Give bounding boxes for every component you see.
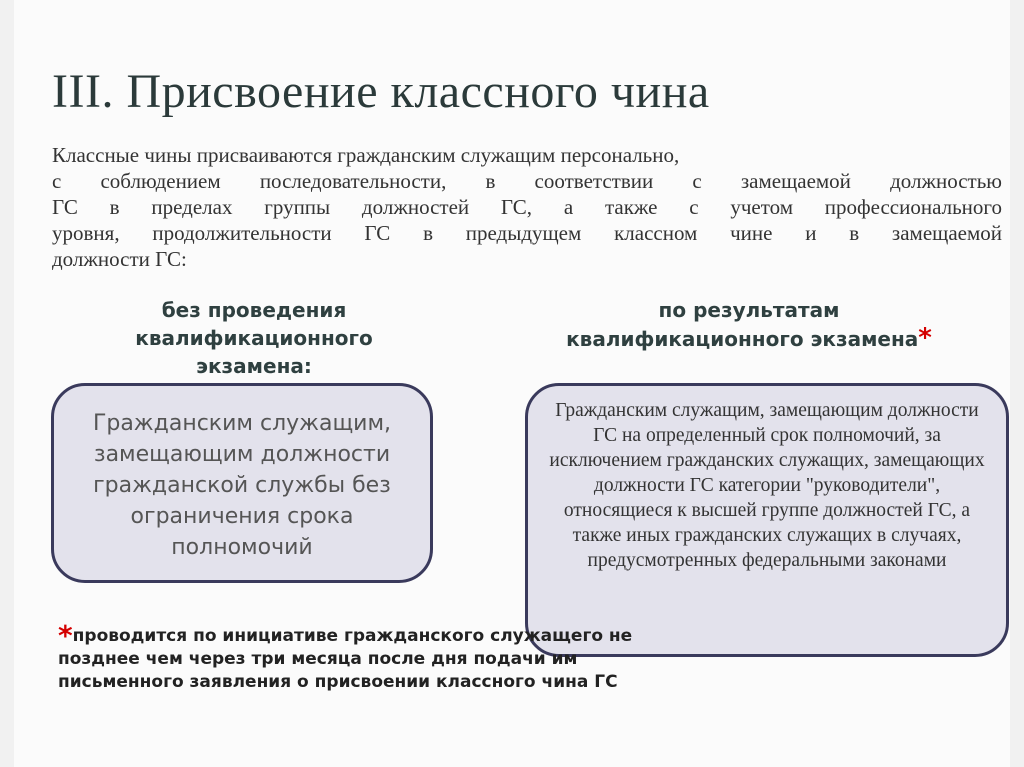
intro-line: Классные чины присваиваются гражданским служащим персонально,	[52, 143, 680, 167]
intro-line: должности ГС:	[52, 247, 187, 271]
left-column-heading: без проведения квалификационного экзамена:	[135, 298, 373, 378]
slide-title: III. Присвоение классного чина	[52, 65, 710, 118]
asterisk-marker: *	[918, 323, 932, 353]
footnote-text: проводится по инициативе гражданского служащего не позднее чем через три месяца после дня подачи им письменного заявления о присвоении классного чина ГС	[58, 626, 633, 692]
right-column-heading: по результатам квалификационного экзамена*	[566, 298, 932, 353]
intro-line: уровня, продолжительности ГС в предыдущем классном чине и в замещаемой	[52, 221, 1002, 245]
footnote-asterisk: *	[58, 619, 73, 652]
right-box-text: Гражданским служащим, замещающим должности ГС на определенный срок полномочий, за исключением гражданских служащих, замещающих должности ГС категории "руководители", относящиеся к высшей группе должностей ГС, а также иных гражданских служащих в случаях, предусмотренных федеральными законами	[549, 400, 985, 571]
intro-line: ГС в пределах группы должностей ГС, а также с учетом профессионального	[52, 195, 1002, 219]
left-category-box	[51, 383, 433, 583]
intro-paragraph	[52, 142, 1002, 272]
left-box-text: Гражданским служащим, замещающим должности гражданской службы без ограничения срока полномочий	[92, 411, 392, 560]
right-category-box	[525, 383, 1009, 657]
intro-line: с соблюдением последовательности, в соответствии с замещаемой должностью	[52, 169, 1002, 193]
footnote	[58, 619, 658, 694]
